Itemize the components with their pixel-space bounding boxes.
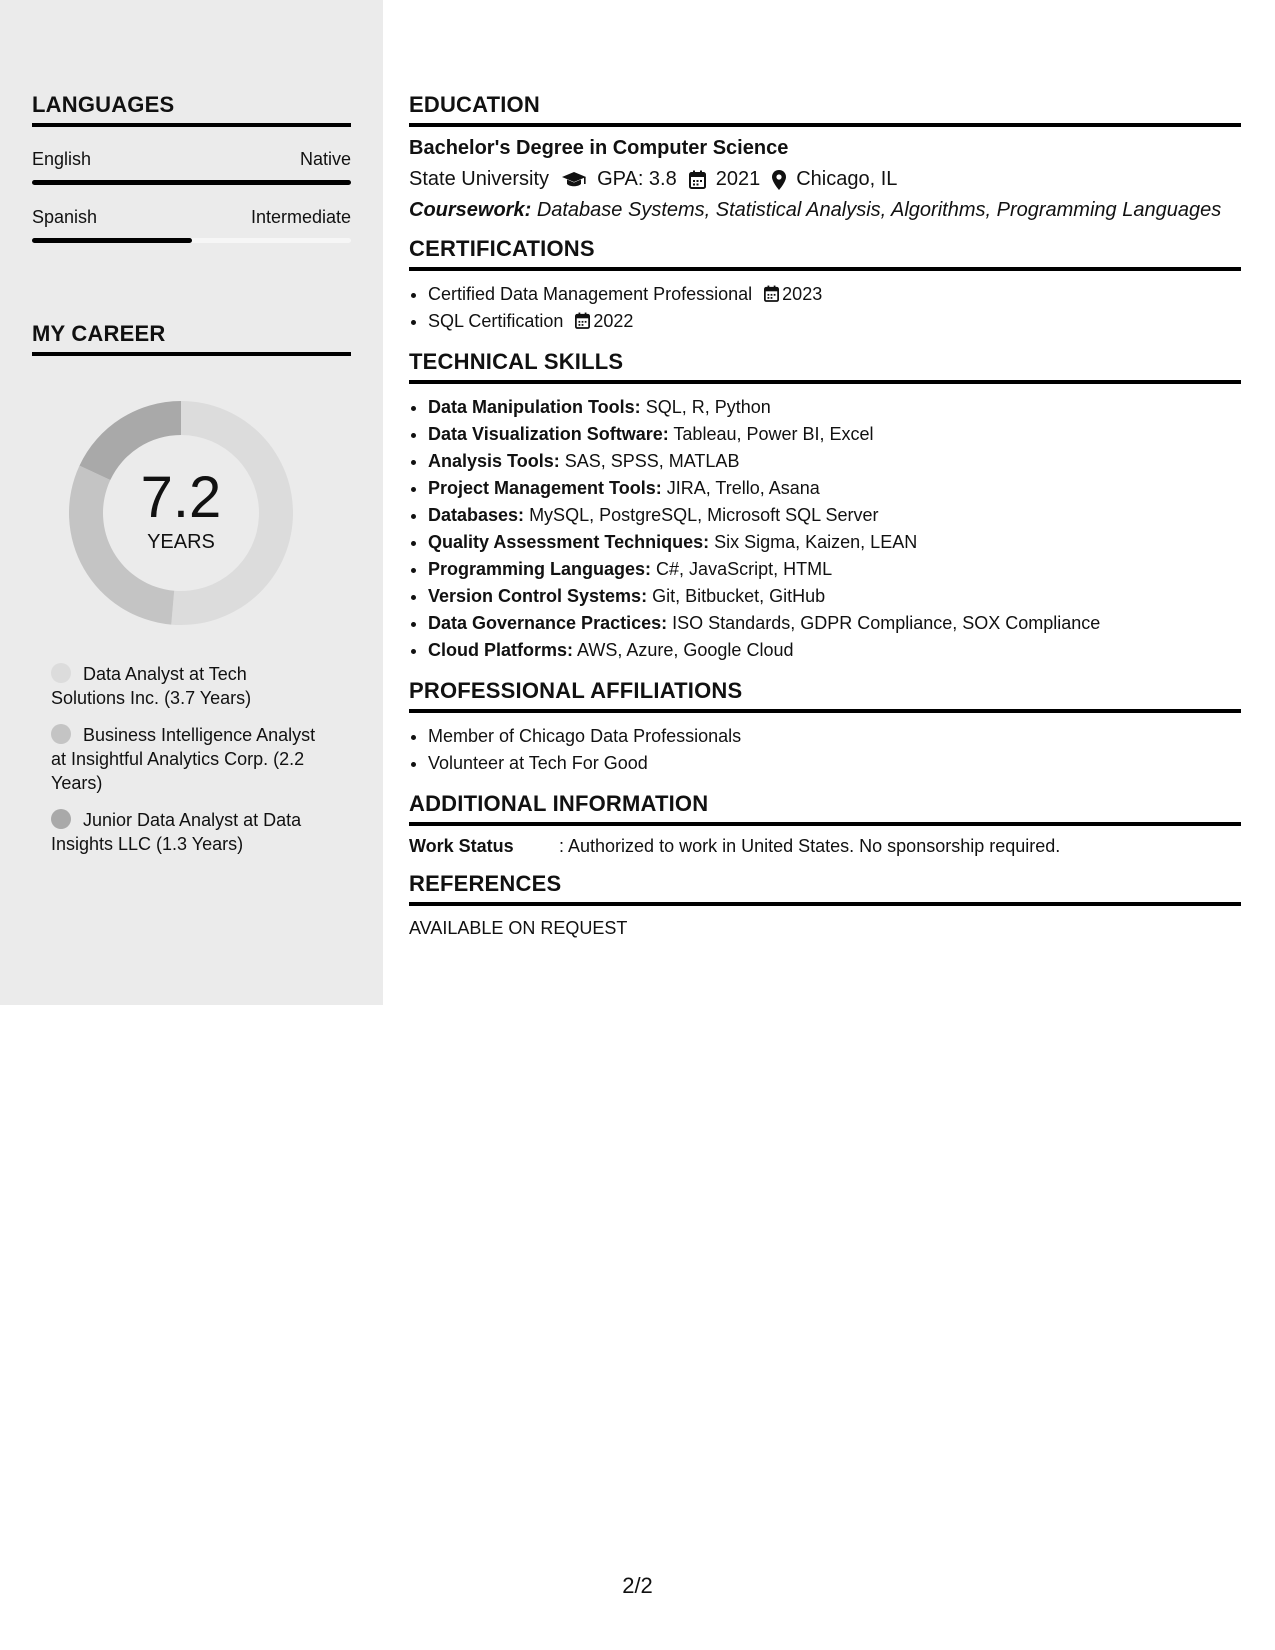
languages-title: LANGUAGES xyxy=(32,92,351,127)
language-proficiency-bar xyxy=(32,180,351,185)
certification-year: 2023 xyxy=(782,284,823,304)
references-title: REFERENCES xyxy=(409,871,1241,906)
sidebar xyxy=(0,0,383,1005)
skill-item xyxy=(428,637,1241,664)
career-legend-item xyxy=(51,808,321,856)
skill-item xyxy=(428,529,1241,556)
skill-value: C#, JavaScript, HTML xyxy=(656,559,833,579)
skill-label: Data Visualization Software: xyxy=(428,424,669,444)
career-total: 7.2 xyxy=(140,464,222,530)
skill-item xyxy=(428,583,1241,610)
coursework xyxy=(409,199,1241,222)
skill-label: Project Management Tools: xyxy=(428,478,662,498)
skill-item xyxy=(428,394,1241,421)
career-unit: YEARS xyxy=(147,530,215,553)
work-status-label: Work Status xyxy=(409,836,514,856)
sidebar-content xyxy=(32,92,351,869)
work-status-row xyxy=(409,836,1241,857)
language-row xyxy=(32,207,351,228)
skill-value: JIRA, Trello, Asana xyxy=(666,478,820,498)
skill-label: Programming Languages: xyxy=(428,559,652,579)
main-content xyxy=(409,92,1241,953)
coursework-list: Database Systems, Statistical Analysis, Algorithms, Programming Languages xyxy=(536,199,1222,221)
language-proficiency-bar xyxy=(32,238,351,243)
language-row xyxy=(32,149,351,170)
additional-title: ADDITIONAL INFORMATION xyxy=(409,791,1241,826)
skill-label: Databases: xyxy=(428,505,525,525)
skill-item xyxy=(428,502,1241,529)
language-level: Intermediate xyxy=(250,207,351,227)
certifications-list xyxy=(409,281,1241,335)
skill-label: Data Manipulation Tools: xyxy=(428,397,641,417)
career-legend-dot xyxy=(51,724,71,744)
references-text: AVAILABLE ON REQUEST xyxy=(409,918,628,938)
language-name: Spanish xyxy=(32,207,98,227)
skill-label: Quality Assessment Techniques: xyxy=(428,532,710,552)
career-legend-item xyxy=(51,662,321,710)
affiliation-item: • Volunteer at Tech For Good xyxy=(428,750,1241,777)
skill-label: Cloud Platforms: xyxy=(428,640,574,660)
career-donut-center xyxy=(66,398,296,628)
language-level: Native xyxy=(299,149,351,169)
skill-value: Tableau, Power BI, Excel xyxy=(673,424,874,444)
skill-item xyxy=(428,475,1241,502)
additional-section xyxy=(409,791,1241,857)
affiliations-title: PROFESSIONAL AFFILIATIONS xyxy=(409,678,1241,713)
career-legend-label: Business Intelligence Analyst at Insightful Analytics Corp. (2.2 Years) xyxy=(51,725,316,793)
certification-item xyxy=(428,281,1241,308)
education-title: EDUCATION xyxy=(409,92,1241,127)
career-title: MY CAREER xyxy=(32,321,351,356)
certification-year: 2022 xyxy=(593,311,634,331)
certification-item xyxy=(428,308,1241,335)
skill-label: Analysis Tools: xyxy=(428,451,560,471)
certifications-title: CERTIFICATIONS xyxy=(409,236,1241,271)
skill-value: SQL, R, Python xyxy=(645,397,771,417)
language-proficiency-fill xyxy=(32,238,192,243)
map-pin-icon xyxy=(772,170,786,190)
languages-list xyxy=(32,149,351,243)
work-status-value: : Authorized to work in United States. No sponsorship required. xyxy=(559,836,1061,856)
skill-value: ISO Standards, GDPR Compliance, SOX Compliance xyxy=(672,613,1101,633)
language-name: English xyxy=(32,149,92,169)
calendar-icon xyxy=(575,312,590,329)
education-meta xyxy=(409,168,1241,191)
career-legend xyxy=(51,662,321,856)
skill-value: Six Sigma, Kaizen, LEAN xyxy=(714,532,918,552)
skill-value: Git, Bitbucket, GitHub xyxy=(652,586,826,606)
skill-label: Data Governance Practices: xyxy=(428,613,668,633)
career-legend-label: Junior Data Analyst at Data Insights LLC (1.3 Years) xyxy=(51,810,302,854)
career-legend-dot xyxy=(51,663,71,683)
gpa: GPA: 3.8 xyxy=(597,168,677,190)
skill-item xyxy=(428,421,1241,448)
career-donut xyxy=(66,398,296,628)
certification-name: Certified Data Management Professional xyxy=(428,284,753,304)
skill-item xyxy=(428,556,1241,583)
skill-value: SAS, SPSS, MATLAB xyxy=(564,451,740,471)
certifications-section xyxy=(409,236,1241,335)
location: Chicago, IL xyxy=(796,168,898,190)
skills-list xyxy=(409,394,1241,664)
school-name: State University xyxy=(409,168,550,190)
career-legend-dot xyxy=(51,809,71,829)
graduation-year: 2021 xyxy=(715,168,761,190)
education-section xyxy=(409,92,1241,222)
career-legend-label: Data Analyst at Tech Solutions Inc. (3.7 Years) xyxy=(51,664,252,708)
skill-item xyxy=(428,448,1241,475)
skills-title: TECHNICAL SKILLS xyxy=(409,349,1241,384)
affiliations-list xyxy=(409,723,1241,777)
skill-item xyxy=(428,610,1241,637)
career-legend-item xyxy=(51,723,321,795)
calendar-icon xyxy=(764,285,779,302)
graduation-cap-icon xyxy=(561,171,587,189)
affiliations-section xyxy=(409,678,1241,777)
page-number: 2/2 xyxy=(622,1573,653,1598)
references-section xyxy=(409,871,1241,939)
affiliation-item: • Member of Chicago Data Professionals xyxy=(428,723,1241,750)
degree-title: Bachelor's Degree in Computer Science xyxy=(409,137,789,159)
skills-section xyxy=(409,349,1241,664)
calendar-icon xyxy=(689,170,706,189)
coursework-label: Coursework: xyxy=(409,199,532,221)
skill-value: MySQL, PostgreSQL, Microsoft SQL Server xyxy=(529,505,879,525)
certification-name: SQL Certification xyxy=(428,311,564,331)
language-proficiency-fill xyxy=(32,180,351,185)
skill-value: AWS, Azure, Google Cloud xyxy=(577,640,794,660)
skill-label: Version Control Systems: xyxy=(428,586,648,606)
